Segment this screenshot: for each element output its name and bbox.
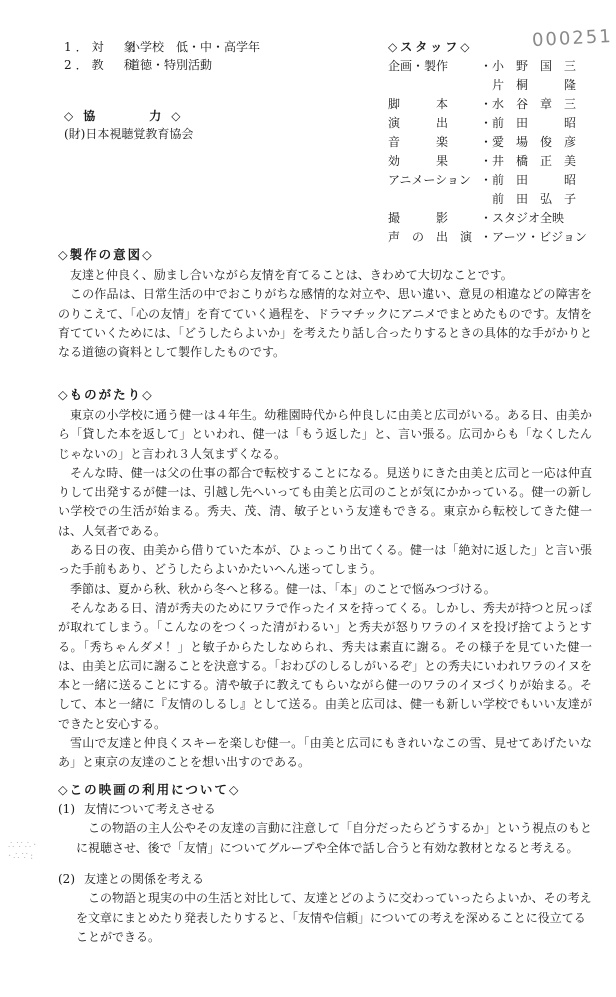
staff-name: 前 田 昭 xyxy=(492,116,577,130)
staff-role: 声 の 出 演 xyxy=(388,230,473,244)
intent-title: ◇製作の意図◇ xyxy=(58,247,154,262)
staff-role: 企画・製作 xyxy=(388,59,449,73)
usage-description: この物語の主人公やその友達の言動に注意して「自分だったらどうするか」という視点のもとに視聴させ、後で「友情」についてグループや全体で話し合うと有効な教材となると考える。 xyxy=(76,821,593,855)
meta-block xyxy=(64,38,260,74)
staff-name: アーツ・ビジョン xyxy=(492,230,587,244)
meta-row-target xyxy=(64,38,260,56)
staff-row xyxy=(388,228,588,247)
staff-role: 撮 影 xyxy=(388,211,449,225)
usage-item xyxy=(58,800,592,858)
usage-heading-text: 友達との関係を考える xyxy=(84,872,205,886)
archive-number: 000251 xyxy=(531,25,614,52)
story-title: ◇ものがたり◇ xyxy=(58,387,154,402)
separator: ・ xyxy=(480,211,493,225)
staff-name: 井 橋 正 美 xyxy=(492,154,577,168)
staff-row xyxy=(388,133,588,152)
staff-row xyxy=(388,171,588,190)
separator: ・ xyxy=(480,97,493,111)
staff-row xyxy=(388,209,588,228)
cooperation-body: (財)日本視聴覚教育協会 xyxy=(64,127,194,141)
staff-row xyxy=(388,76,588,95)
staff-role: 脚 本 xyxy=(388,97,449,111)
staff-row xyxy=(388,57,588,76)
staff-row xyxy=(388,190,588,209)
staff-name: 愛 場 俊 彦 xyxy=(492,135,577,149)
staff-role xyxy=(388,76,480,95)
separator: ・ xyxy=(480,230,493,244)
separator: ・ xyxy=(480,59,493,73)
intent-body xyxy=(58,266,592,362)
separator-blank xyxy=(480,76,492,95)
usage-item xyxy=(58,870,592,947)
staff-name: 小 野 国 三 xyxy=(492,59,577,73)
staff-row xyxy=(388,95,588,114)
meta-row-subject xyxy=(64,56,260,74)
separator: ・ xyxy=(480,116,493,130)
usage-heading xyxy=(58,870,592,889)
story-body xyxy=(58,406,592,773)
staff-row xyxy=(388,152,588,171)
separator-blank xyxy=(480,190,492,209)
staff-name: 前 田 弘 子 xyxy=(492,192,577,206)
usage-number: (1) xyxy=(58,802,75,816)
story-paragraph: 東京の小学校に通う健一は４年生。幼稚園時代から仲良しに由美と広司がいる。ある日、由美から「貸した本を返して」といわれ、健一は「もう返した」と、言い張る。広司からも「なくしたんじゃないの」と言われ３人気まずくなる。 xyxy=(58,408,592,461)
staff-role xyxy=(388,190,480,209)
staff-name: スタジオ全映 xyxy=(492,211,565,225)
usage-description: この物語と現実の中の生活と対比して、友達とどのように交わっていったらよいか、その考えを文章にまとめたり発表したりすると、「友情や信頼」についての考えを深めることに役立てることができる。 xyxy=(76,891,592,944)
story-paragraph: 季節は、夏から秋、秋から冬へと移る。健一は、「本」のことで悩みつづける。 xyxy=(70,581,496,596)
story-paragraph: そんなある日、清が秀夫のためにワラで作ったイヌを持ってくる。しかし、秀夫が持つと尻っぽが取れてしまう。「こんなのをつくった清がわるい」と秀夫が怒りワラのイヌを投げ捨てようとする。「秀ちゃんダメ！」と敏子からたしなめられ、秀夫は素直に謝る。その様子を見ていた健一は、由美と広司に謝ることを決意する。「おわびのしるしがいるぞ」との秀夫にいわれワラのイヌを本と一緒に送ることにする。清や敏子に教えてもらいながら健一のワラのイヌづくりが始まる。そして、本と一緒に『友情のしるし』として送る。由美と広司は、健一も新しい学校でもいい友達ができたと安心する。 xyxy=(58,600,593,731)
scan-noise-mark: ∴∵∴· ·∴∵: xyxy=(8,840,39,862)
story-paragraph: そんな時、健一は父の仕事の都合で転校することになる。見送りにきた由美と広司と一応は仲直りして出発するが健一は、引越し先へいっても由美と広司のことが気にかかっている。健一の新しい学校での生活が始まる。秀夫、茂、清、敏子という友達もできる。東京から転校してきた健一は、人気者である。 xyxy=(58,465,592,538)
usage-number: (2) xyxy=(58,872,75,886)
usage-heading xyxy=(58,800,592,819)
staff-title: ◇スタッフ◇ xyxy=(388,40,473,54)
meta-value: 道徳・特別活動 xyxy=(128,58,213,72)
meta-key: 2．教 科 xyxy=(64,58,140,72)
staff-block xyxy=(388,38,588,247)
staff-name: 前 田 昭 xyxy=(492,173,577,187)
staff-role: 演 出 xyxy=(388,116,449,130)
staff-role: 音 楽 xyxy=(388,135,449,149)
cooperation-title: ◇協 力◇ xyxy=(64,109,191,123)
staff-role: 効 果 xyxy=(388,154,449,168)
cooperation-block xyxy=(64,107,193,143)
staff-name: 水 谷 章 三 xyxy=(492,97,577,111)
separator: ・ xyxy=(480,173,493,187)
meta-key: 1．対 象 xyxy=(64,40,140,54)
staff-name: 片 桐 隆 xyxy=(492,78,577,92)
intent-paragraph: この作品は、日常生活の中でおこりがちな感情的な対立や、思い違い、意見の相違などの障害をのりこえて、「心の友情」を育てていく過程を、ドラマチックにアニメでまとめたものです。友情を育てていくためには、「どうしたらよいか」を考えたり話し合ったりするときの具体的な手がかりとなる道徳の資料として製作したものです。 xyxy=(58,287,593,360)
intent-paragraph: 友達と仲良く、励まし合いながら友情を育てることは、きわめて大切なことです。 xyxy=(70,268,513,282)
story-paragraph: 雪山で友達と仲良くスキーを楽しむ健一。「由美と広司にもきれいなこの雪、見せてあげたいなあ」と東京の友達のことを想い出すのである。 xyxy=(58,736,592,770)
separator: ・ xyxy=(480,135,493,149)
usage-title: ◇この映画の利用について◇ xyxy=(58,782,241,797)
usage-heading-text: 友情について考えさせる xyxy=(84,802,216,816)
separator: ・ xyxy=(480,154,493,168)
meta-value: 小学校 低・中・高学年 xyxy=(128,40,261,54)
staff-row xyxy=(388,114,588,133)
story-paragraph: ある日の夜、由美から借りていた本が、ひょっこり出てくる。健一は「絶対に返した」と言い張った手前もあり、どうしたらよいかたいへん迷ってしまう。 xyxy=(58,543,592,577)
staff-role: アニメーション xyxy=(388,173,471,187)
